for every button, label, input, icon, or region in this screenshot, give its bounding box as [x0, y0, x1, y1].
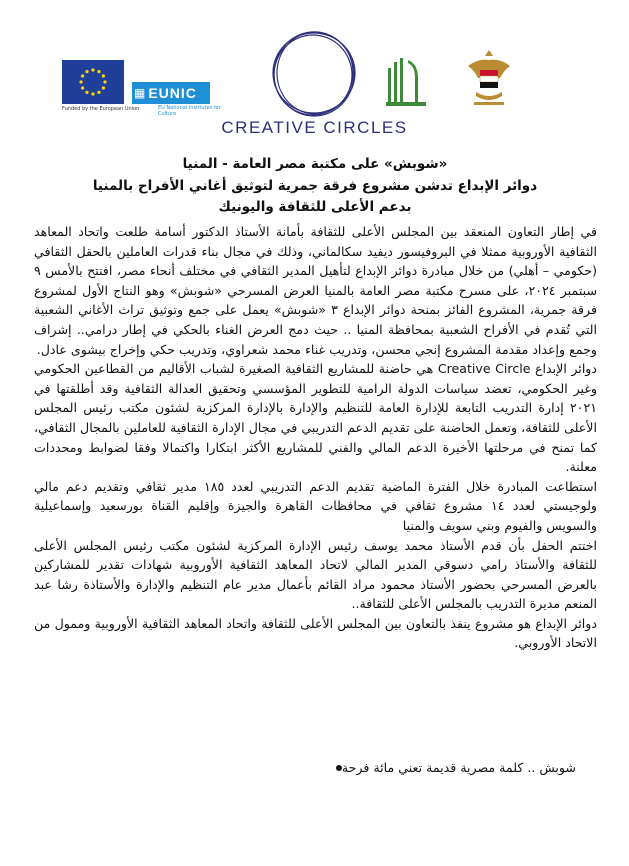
article-body — [34, 222, 597, 653]
eunic-subtitle: EU National Institutes for Culture — [158, 105, 221, 117]
bullet-dot-icon — [336, 765, 342, 771]
eunic-logo — [132, 82, 210, 104]
headline-main: دوائر الإبداع تدشن مشروع فرقة جمرية لتوثيق أغاني الأفراح بالمنيا — [92, 177, 538, 194]
library-icon — [382, 54, 430, 110]
paragraph: في إطار التعاون المنعقد بين المجلس الأعلى للثقافة بأمانة الأستاذ الدكتور أسامة طلعت واتحاد المعاهد الثقافية الأوروبية ممثلا في البروفيسور ديفيد سكالماني، وذلك في مجال بناء قدرات العاملين بالحقل الثقافي (حكومي – أهلي) من خلال مبادرة دوائر الإبداع لتأهيل المدير الثقافي في مختلف أنحاء مصر، افتتح بالأمس ٩ سبتمبر ٢٠٢٤، على مسرح مكتبة مصر العامة بالمنيا العرض المسرحي «شوبش» وهو النتاج الأول لمشروع فرقة جمرية، المشروع الفائز بمنحة دوائر الإبداع ٣ «شوبش» يعمل على جمع وتوثيق تراث الأغاني الشعبية التي تُقدم في الأفراح الشعبية بمحافظة المنيا .. حيث دمج العرض الغناء بالحكي في إطار درامي.. إشراف وجمع وإعداد مقدمة المشروع إنجي محسن، وتدريب غناء محمد شعراوي، وتدريب حكي وإخراج بيشوى عادل. — [34, 224, 598, 357]
paragraph: دوائر الإبداع هو مشروع ينفذ بالتعاون بين المجلس الأعلى للثقافة واتحاد المعاهد الثقافية الأوروبية وممول من الاتحاد الأوروبي. — [34, 615, 597, 651]
egypt-eagle-icon — [460, 46, 518, 116]
eunic-name: EUNIC — [148, 85, 197, 101]
eunic-icon: ▦ — [134, 86, 146, 100]
brand-title: CREATIVE CIRCLES — [221, 118, 408, 137]
paragraph: اختتم الحفل بأن قدم الأستاذ محمد يوسف رئيس الإدارة المركزية لشئون مكتب رئيس المجلس الأعلى للثقافة والأستاذ رامي دسوقي المدير المالي لاتحاد المعاهد الثقافية الأوروبية شهادات تقدير للمشاركين بالعرض المسرحي بحضور الأستاذ محمود مراد القائم بأعمال مدير عام التنظيم والإدارة والأستاذة رشا عبد المنعم مديرة التدريب بالمجلس الأعلى للثقافة.. — [34, 537, 597, 612]
logo-bar — [0, 26, 629, 146]
paragraph: دوائر الإبداع Creative Circle هي حاضنة للمشاريع الثقافية الصغيرة لشباب الأقاليم من القطاعين الحكومي وغير الحكومي، تعضد سياسات الدولة الرامية للتطوير المؤسسي وتحقيق العدالة الثقافية وقد أطلقتها في ٢٠٢١ إدارة التدريب التابعة للإدارة العامة للتنظيم والإدارة بالإدارة المركزية لشئون مكتب رئيس المجلس الأعلى للثقافة، وتعمل الحاضنة على تقديم الدعم التدريبي في مجال الإدارة الثقافية للعاملين بالمجال الثقافي، كما تمنح في مرحلتها الأخيرة الدعم المالي والفني للمشاريع الأكثر ابتكارا واكتمالا وفقا لضوابط ومحددات معلنة. — [34, 361, 598, 475]
headline-event: «شوبش» على مكتبة مصر العامة - المنيا — [182, 156, 448, 172]
press-release-headings — [30, 154, 600, 219]
paragraph: استطاعت المبادرة خلال الفترة الماضية تقديم الدعم التدريبي لعدد ١٨٥ مدير ثقافي وتقديم دعم مالي ولوجيستي لعدد ١٤ مشروع ثقافي في محافظات القاهرة والجيزة وإقليم القناة بورسعيد وإسماعيلية والسويس والفيوم وبني سويف والمنيا — [34, 478, 598, 533]
bullet-text: شوبش .. كلمة مصرية قديمة تعني مائة فرحة — [341, 760, 576, 775]
eu-caption: Funded by the European Union — [62, 106, 140, 112]
creative-circles-icon — [254, 28, 374, 120]
eu-flag-icon — [62, 60, 124, 104]
bullet-note — [30, 758, 576, 778]
headline-support: بدعم الأعلى للثقافة واليونيك — [218, 199, 412, 215]
